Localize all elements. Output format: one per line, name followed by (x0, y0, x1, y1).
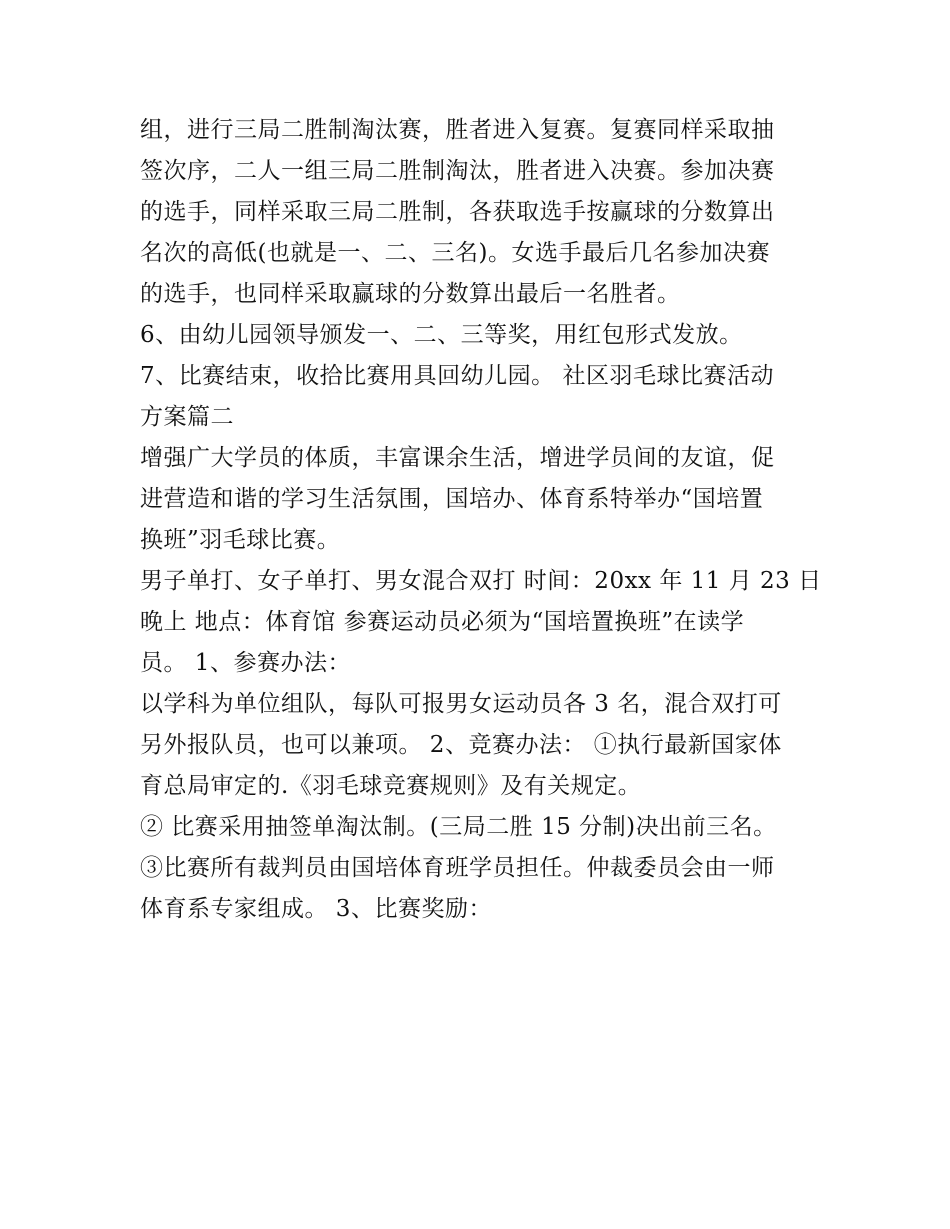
text-line: ③比赛所有裁判员由国培体育班学员担任。仲裁委员会由一师 (140, 855, 775, 881)
text-line: 换班”羽毛球比赛。 (140, 527, 341, 553)
text-line: 增强广大学员的体质，丰富课余生活，增进学员间的友谊，促 (140, 445, 775, 471)
text-line: 员。 1、参赛办法： (140, 650, 351, 676)
text-line: 育总局审定的.《羽毛球竞赛规则》及有关规定。 (140, 773, 642, 799)
text-line: 7、比赛结束，收拾比赛用具回幼儿园。 社区羽毛球比赛活动 (140, 363, 774, 389)
text-line: 体育系专家组成。 3、比赛奖励： (140, 896, 492, 922)
text-line: 进营造和谐的学习生活氛围，国培办、体育系特举办“国培置 (140, 486, 764, 512)
text-line: 名次的高低(也就是一、二、三名)。女选手最后几名参加决赛 (140, 240, 770, 266)
text-line: 晚上 地点：体育馆 参赛运动员必须为“国培置换班”在读学 (140, 609, 745, 635)
text-line: 的选手，同样采取三局二胜制，各获取选手按赢球的分数算出 (140, 199, 775, 225)
text-line: ② 比赛采用抽签单淘汰制。(三局二胜 15 分制)决出前三名。 (140, 814, 777, 840)
text-line: 男子单打、女子单打、男女混合双打 时间：20xx 年 11 月 23 日 (140, 568, 822, 594)
document-body (140, 110, 820, 930)
text-line: 组，进行三局二胜制淘汰赛，胜者进入复赛。复赛同样采取抽 (140, 117, 775, 143)
text-line: 的选手，也同样采取赢球的分数算出最后一名胜者。 (140, 281, 681, 307)
section-heading: 方案篇二 (140, 404, 234, 430)
text-line: 以学科为单位组队，每队可报男女运动员各 3 名，混合双打可 (140, 691, 782, 717)
text-line: 签次序，二人一组三局二胜制淘汰，胜者进入决赛。参加决赛 (140, 158, 775, 184)
text-line: 另外报队员，也可以兼项。 2、竞赛办法： ①执行最新国家体 (140, 732, 782, 758)
text-line: 6、由幼儿园领导颁发一、二、三等奖，用红包形式发放。 (140, 322, 743, 348)
